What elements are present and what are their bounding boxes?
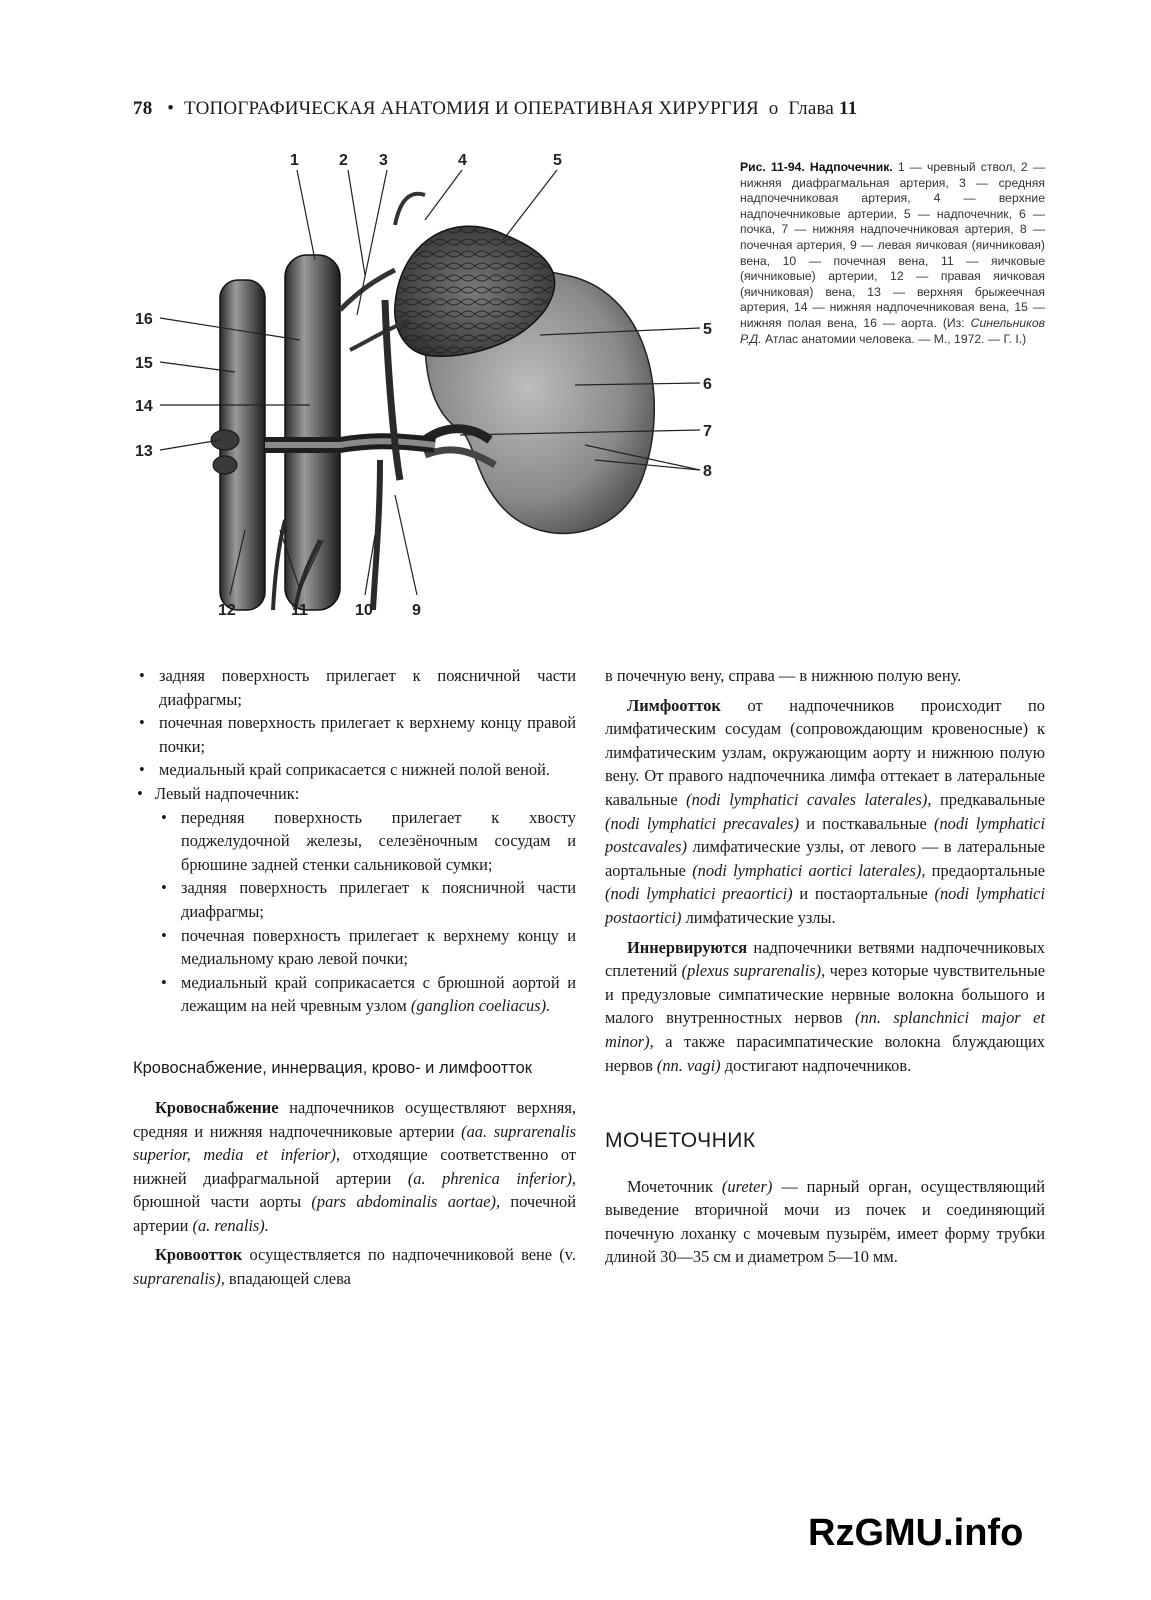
paragraph-outflow: Кровоотток осуществляется по надпочечниковой вене (v. suprarenalis), впадающей слева [133,1245,576,1289]
list-item: • передняя поверхность прилегает к хвосту поджелудочной железы, селезёночным сосудам и брюшине задней стенки сальниковой сумки; [133,806,576,877]
subheading-blood-supply: Кровоснабжение, иннервация, крово- и лимфоотток [133,1058,533,1077]
chapter-label: Глава [788,98,835,119]
fig-label-2: 2 [339,152,348,169]
caption-text: 1 — чревный ствол, 2 — нижняя диафрагмальная артерия, 3 — средняя надпочечниковая артерия, 4 — верхние надпочечниковые артерии, 5 — надпочечник, 6 — почка, 7 — нижняя надпочечниковая артерия, 8 — почечная артерия, 9 — левая яичковая (яичниковая) вена, 10 — почечная вена, 11 — яичковые (яичниковые) артерии, 12 — правая яичковая (яичниковая) вена, 13 — верхняя брыжеечная артерия, 14 — нижняя надпочечниковая вена, 15 — нижняя полая вена, 16 — аорта. [740,160,1046,330]
fig-label-3: 3 [379,152,388,169]
left-adrenal-heading: • Левый надпочечник: [133,782,576,806]
figure-caption [740,160,1045,347]
header-separator: o [768,98,779,119]
caption-source-prefix: (Из: [942,315,971,330]
list-item: • медиальный край соприкасается с нижней полой веной. [133,758,576,782]
watermark: RzGMU.info [808,1512,1024,1554]
list-item: • почечная поверхность прилегает к верхнему концу правой почки; [133,711,576,758]
header-bullet: • [167,98,175,119]
fig-label-5-right: 5 [703,321,712,338]
fig-label-12: 12 [218,602,236,619]
section-title-ureter: МОЧЕТОЧНИК [605,1129,756,1153]
adrenal-figure [125,140,725,630]
left-adrenal-list [133,806,576,1018]
paragraph-blood-supply: Кровоснабжение надпочечников осуществляют верхняя, средняя и нижняя надпочечниковые артерии (aa. suprarenalis superior, media et inferior), отходящие соответственно от нижней диафрагмальной артерии (a. phrenica inferior), брюшной части аорты (pars abdominalis aortae), почечной артерии (a. renalis). [133,1097,576,1235]
fig-label-11: 11 [291,602,308,619]
fig-label-5-top: 5 [553,152,562,169]
book-title: ТОПОГРАФИЧЕСКАЯ АНАТОМИЯ И ОПЕРАТИВНАЯ ХИРУРГИЯ [184,98,759,119]
adrenal-illustration [125,140,725,630]
fig-label-7: 7 [703,423,712,440]
fig-label-10: 10 [355,602,373,619]
caption-source-author: Синельников Р.Д. [740,315,1045,346]
fig-label-8: 8 [703,463,712,480]
list-item: • задняя поверхность прилегает к поясничной части диафрагмы; [133,664,576,711]
paragraph-lymph: Лимфоотток от надпочечников происходит по лимфатическим сосудам (сопровождающим кровеносные) к лимфатическим узлам, окружающим аорту и нижнюю полую вену. От правого надпочечника лимфа оттекает в латеральные кавальные (nodi lymphatici cavales laterales), предкавальные (nodi lymphatici precavales) и посткавальные (nodi lymphatici postcavales) лимфатические узлы, от левого — в латеральные аортальные (nodi lymphatici aortici laterales), предаортальные (nodi lymphatici preaortici) и постаортальные (nodi lymphatici postaortici) лимфатические узлы. [605,695,1045,927]
right-adrenal-list [133,664,576,782]
caption-title: Рис. 11-94. Надпочечник. [740,160,893,174]
fig-label-14: 14 [135,398,153,415]
fig-label-1: 1 [290,152,299,169]
page-number: 78 [133,98,153,119]
left-column [133,664,576,1297]
paragraph-continuation: в почечную вену, справа — в нижнюю полую вену. [605,666,962,685]
fig-label-6: 6 [703,376,712,393]
chapter-number: 11 [838,98,858,119]
paragraph-innervation: Иннервируются надпочечники ветвями надпочечниковых сплетений (plexus suprarenalis), через которые чувствительные и предузловые симпатические нервные волокна большого и малого внутренностных нервов (nn. splanchnici major et minor), а также парасимпатические волокна блуждающих нервов (nn. vagi) достигают надпочечников. [605,937,1046,1075]
fig-label-4: 4 [458,152,467,169]
fig-label-9: 9 [412,602,421,619]
list-item: • задняя поверхность прилегает к поясничной части диафрагмы; [133,876,576,923]
fig-label-13: 13 [135,443,153,460]
fig-label-15: 15 [135,355,153,372]
paragraph-ureter: Мочеточник (ureter) — парный орган, осуществляющий выведение вторичной мочи из почек и соединяющий почечную лоханку с мочевым пузырём, имеет форму трубки длиной 30—35 см и диаметром 5—10 мм. [605,1176,1045,1267]
caption-source-rest: Атлас анатомии человека. — М., 1972. — Г. I.) [761,331,1027,346]
fig-label-16: 16 [135,311,153,328]
list-item: • медиальный край соприкасается с брюшной аортой и лежащим на ней чревным узлом (ganglion coeliacus). [133,971,576,1018]
left-adrenal-heading-list [133,782,576,806]
right-column [605,664,1045,1275]
list-item: • почечная поверхность прилегает к верхнему концу и медиальному краю левой почки; [133,924,576,971]
running-header [133,98,1013,120]
